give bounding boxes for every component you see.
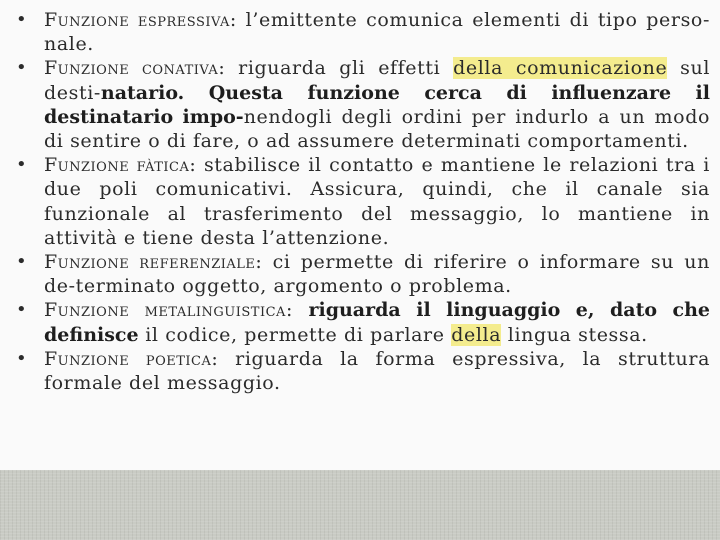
body-text: il codice, permette di parlare: [138, 323, 452, 346]
body-text: sul desti-: [44, 57, 710, 104]
body-text: riguarda il linguaggio e, dato che definisce: [44, 299, 710, 346]
function-term: Funzione conativa: [44, 57, 219, 80]
list-item: [14, 298, 710, 346]
function-term: Funzione espressiva: [44, 9, 230, 31]
functions-list: [14, 8, 710, 395]
body-text: nendogli degli ordini per indurlo a un modo di sentire o di fare, o ad assumere determinati comportamenti.: [44, 105, 710, 153]
list-item: [14, 250, 710, 298]
function-term: Funzione metalinguistica: [44, 299, 286, 322]
body-text: : riguarda gli effetti: [218, 57, 454, 80]
list-item: [14, 56, 710, 153]
highlighted-text: della: [451, 323, 502, 346]
bullet-icon: •: [16, 251, 28, 273]
bullet-icon: •: [16, 347, 28, 369]
body-text: : riguarda la forma espressiva, la struttura formale del messaggio.: [44, 347, 710, 395]
highlighted-text: della comunicazione: [453, 57, 668, 80]
list-item: [14, 8, 710, 56]
footer-band: [0, 470, 720, 540]
function-term: Funzione poetica: [44, 347, 212, 370]
body-text: natario. Questa funzione cerca di influenzare il destinatario impo-: [44, 81, 710, 128]
list-item: [14, 347, 710, 395]
list-item: [14, 153, 710, 250]
body-text: :: [285, 299, 309, 322]
function-term: Funzione referenziale: [44, 251, 256, 274]
bullet-icon: •: [16, 299, 28, 321]
body-text: lingua stessa.: [501, 323, 648, 346]
body-text: : l’emittente comunica elementi di tipo perso-nale.: [44, 9, 710, 56]
bullet-icon: •: [16, 9, 28, 30]
body-text: : stabilisce il contatto e mantiene le relazioni tra i due poli comunicativi. Assicura, quindi, che il canale sia funzionale al trasferimento del messaggio, lo mantiene in attività e tiene desta l’attenzione.: [44, 154, 710, 249]
bullet-icon: •: [16, 57, 28, 79]
body-text: : ci permette di riferire o informare su un de-terminato oggetto, argomento o problema.: [44, 251, 710, 298]
bullet-icon: •: [16, 154, 28, 176]
function-term: Funzione fàtica: [44, 154, 190, 177]
